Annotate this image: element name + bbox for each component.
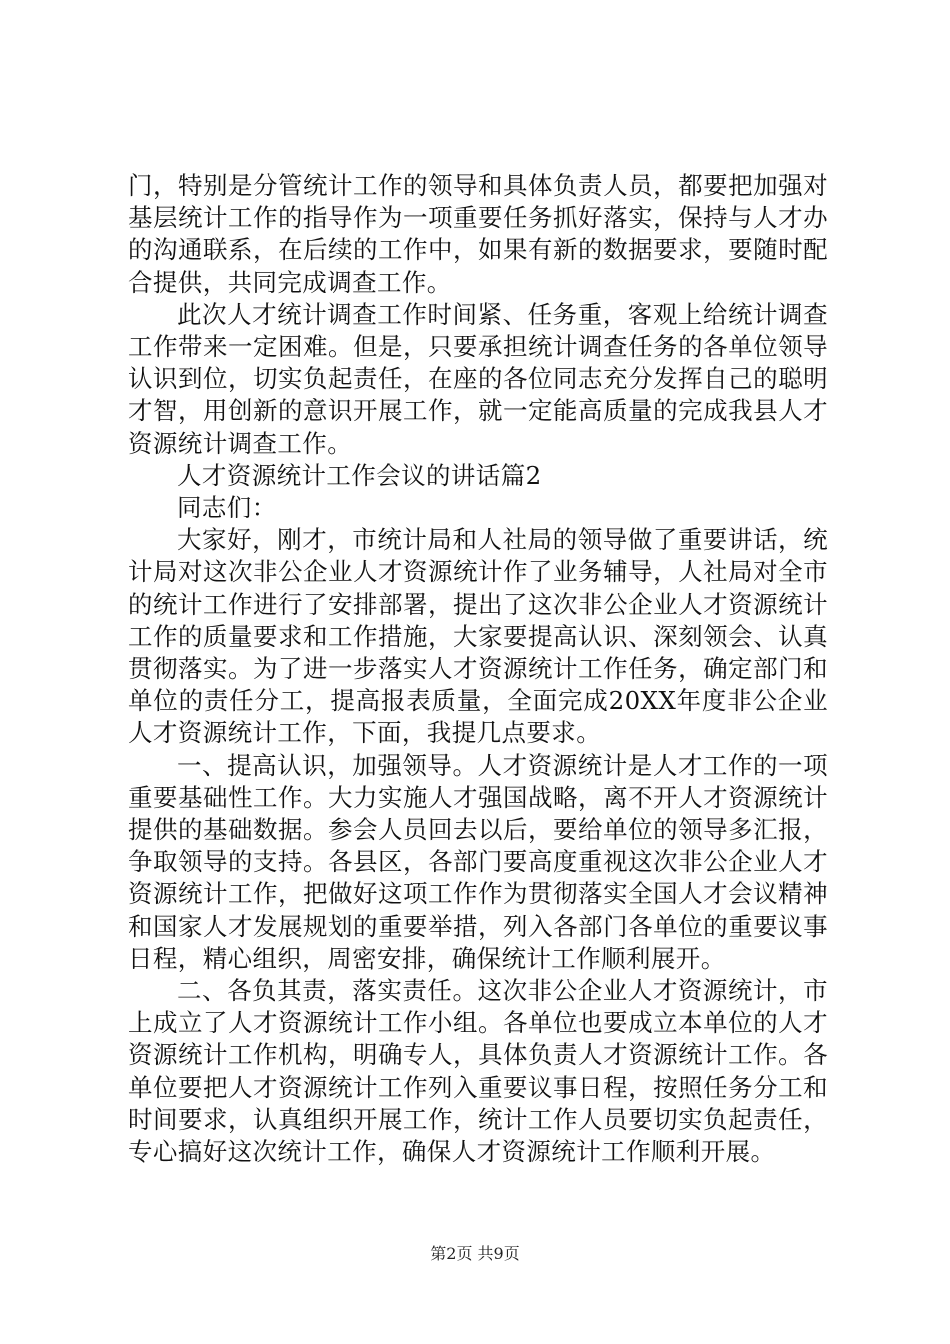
section-heading: 人才资源统计工作会议的讲话篇2 <box>177 460 542 490</box>
paragraph-point-one: 一、提高认识，加强领导。人才资源统计是人才工作的一项重要基础性工作。大力实施人才强国战略，离不开人才资源统计提供的基础数据。参会人员回去以后，要给单位的领导多汇报，争取领导的支持。各县区，各部门要高度重视这次非公企业人才资源统计工作，把做好这项工作作为贯彻落实全国人才会议精神和国家人才发展规划的重要举措，列入各部门各单位的重要议事日程，精心组织，周密安排，确保统计工作顺利展开。 <box>128 750 828 973</box>
paragraph-intro: 大家好，刚才，市统计局和人社局的领导做了重要讲话，统计局对这次非公企业人才资源统计作了业务辅导，人社局对全市的统计工作进行了安排部署，提出了这次非公企业人才资源统计工作的质量要求和工作措施，大家要提高认识、深刻领会、认真贯彻落实。为了进一步落实人才资源统计工作任务，确定部门和单位的责任分工，提高报表质量，全面完成20XX年度非公企业人才资源统计工作，下面，我提几点要求。 <box>128 525 828 748</box>
document-body <box>128 170 828 1168</box>
paragraph-point-two: 二、各负其责，落实责任。这次非公企业人才资源统计，市上成立了人才资源统计工作小组。各单位也要成立本单位的人才资源统计工作机构，明确专人，具体负责人才资源统计工作。各单位要把人才资源统计工作列入重要议事日程，按照任务分工和时间要求，认真组织开展工作，统计工作人员要切实负起责任，专心搞好这次统计工作，确保人才资源统计工作顺利开展。 <box>128 976 828 1167</box>
paragraph-continuation: 门，特别是分管统计工作的领导和具体负责人员，都要把加强对基层统计工作的指导作为一项重要任务抓好落实，保持与人才办的沟通联系，在后续的工作中，如果有新的数据要求，要随时配合提供，共同完成调查工作。 <box>128 171 828 297</box>
page-number-footer: 第2页 共9页 <box>430 1244 520 1263</box>
paragraph-closing: 此次人才统计调查工作时间紧、任务重，客观上给统计调查工作带来一定困难。但是，只要承担统计调查任务的各单位领导认识到位，切实负起责任，在座的各位同志充分发挥自己的聪明才智，用创新的意识开展工作，就一定能高质量的完成我县人才资源统计调查工作。 <box>128 299 828 458</box>
salutation: 同志们： <box>177 493 277 523</box>
